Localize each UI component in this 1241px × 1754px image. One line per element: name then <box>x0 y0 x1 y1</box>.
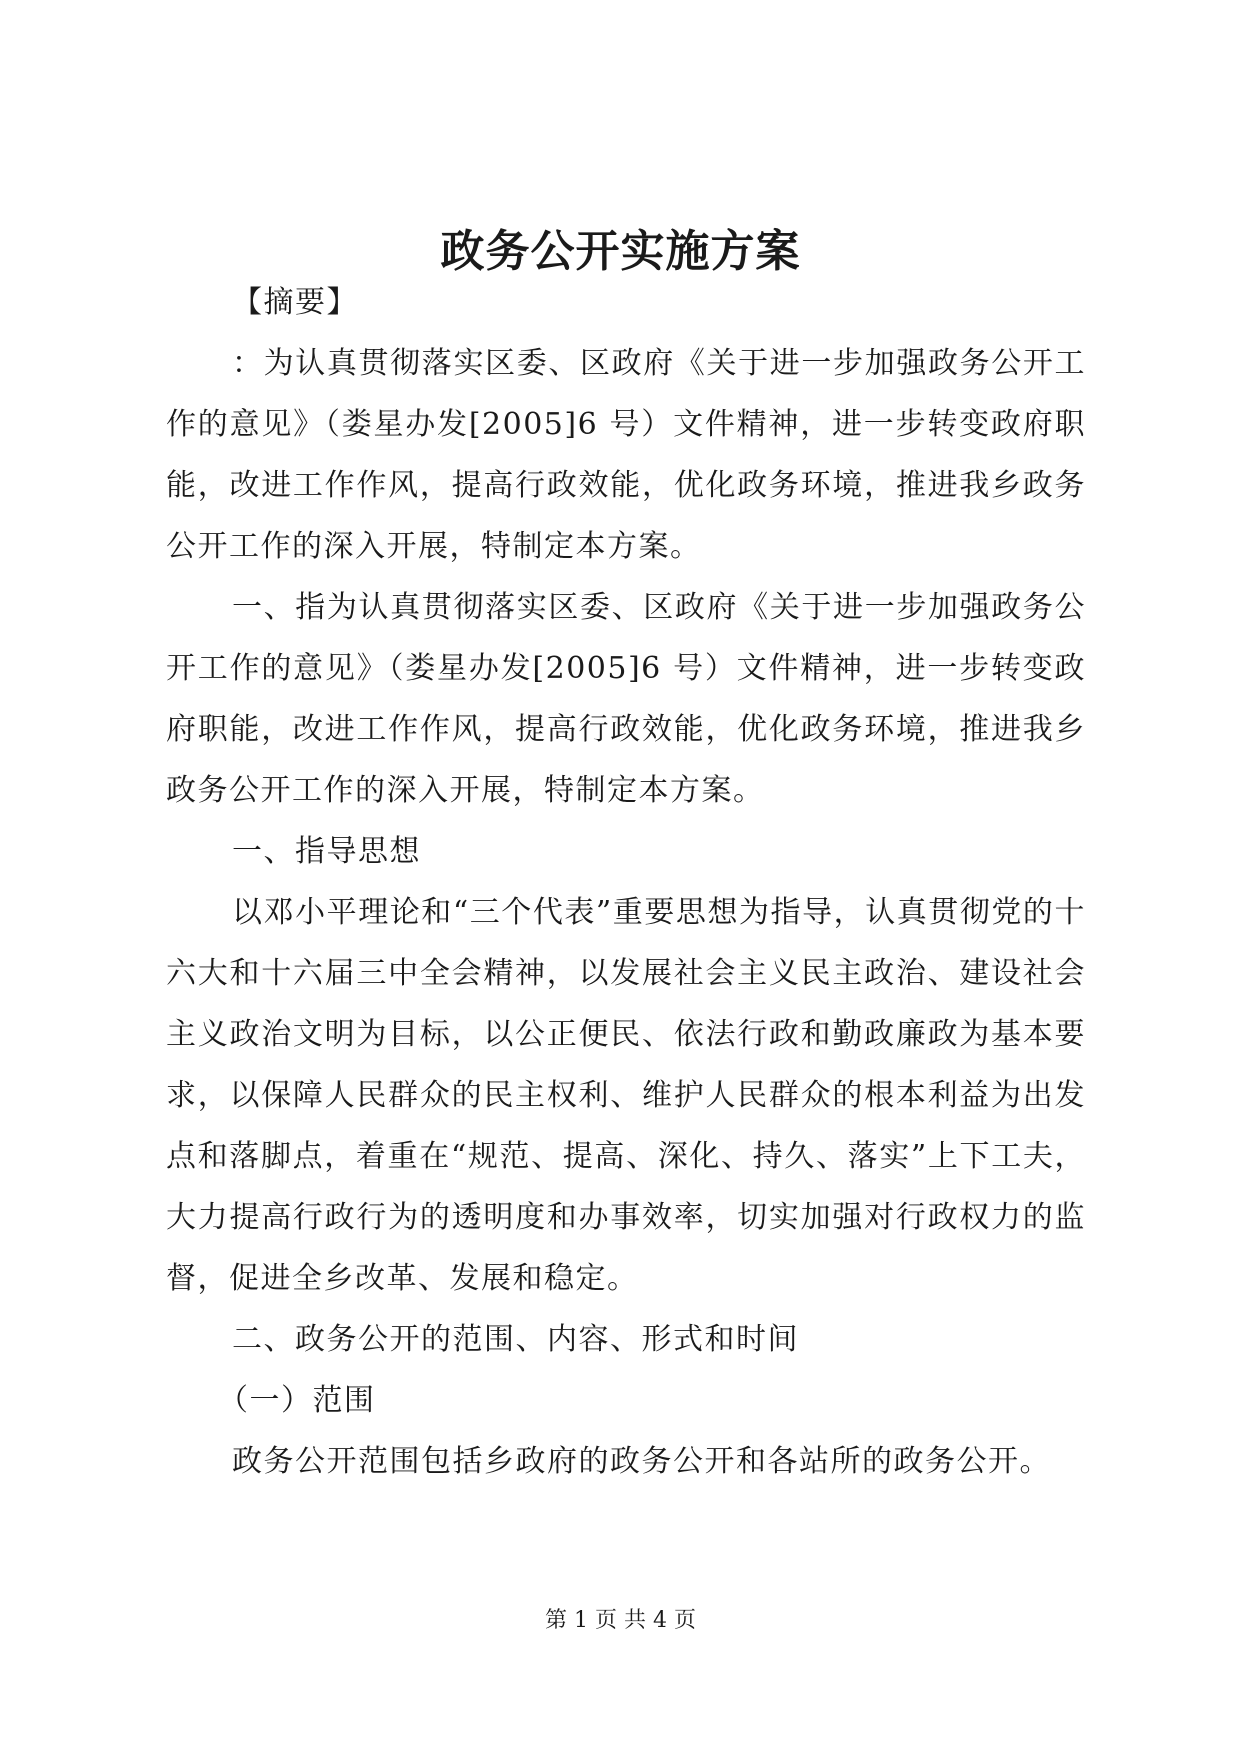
subsection-heading-scope: （一）范围 <box>218 1383 376 1418</box>
intro-paragraph: 一、指为认真贯彻落实区委、区政府《关于进一步加强政务公开工作的意见》（娄星办发[2005]6 号）文件精神，进一步转变政府职能，改进工作作风，提高行政效能，优化政务环境，推进我乡政务公开工作的深入开展，特制定本方案。 <box>166 590 1086 808</box>
section-heading-guiding-ideology: 一、指导思想 <box>232 834 421 869</box>
page-footer: 第 1 页 共 4 页 <box>545 1608 696 1633</box>
document-title: 政务公开实施方案 <box>440 226 801 277</box>
section-heading-scope-content: 二、政务公开的范围、内容、形式和时间 <box>232 1322 799 1357</box>
guiding-ideology-paragraph: 以邓小平理论和“三个代表”重要思想为指导，认真贯彻党的十六大和十六届三中全会精神，以发展社会主义民主政治、建设社会主义政治文明为目标，以公正便民、依法行政和勤政廉政为基本要求，以保障人民群众的民主权利、维护人民群众的根本利益为出发点和落脚点，着重在“规范、提高、深化、持久、落实”上下工夫，大力提高行政行为的透明度和办事效率，切实加强对行政权力的监督，促进全乡改革、发展和稳定。 <box>166 895 1086 1296</box>
abstract-heading: 【摘要】 <box>232 285 358 320</box>
document-body <box>166 272 1086 1492</box>
abstract-paragraph: ：为认真贯彻落实区委、区政府《关于进一步加强政务公开工作的意见》（娄星办发[2005]6 号）文件精神，进一步转变政府职能，改进工作作风，提高行政效能，优化政务环境，推进我乡政务公开工作的深入开展，特制定本方案。 <box>166 346 1086 564</box>
scope-paragraph: 政务公开范围包括乡政府的政务公开和各站所的政务公开。 <box>232 1444 1051 1479</box>
